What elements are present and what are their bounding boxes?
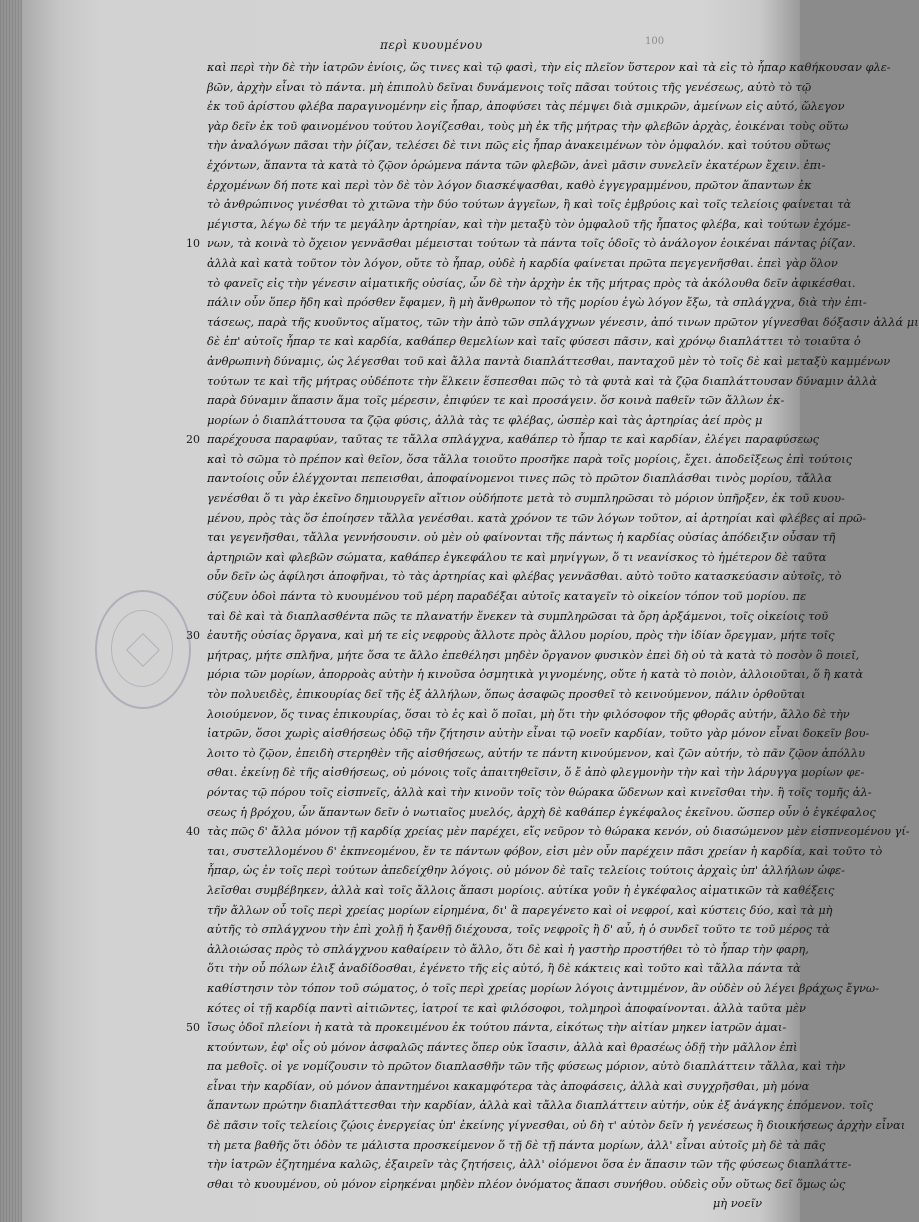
line-number: 20	[186, 433, 200, 447]
text-line: νων, τὰ κοινὰ τὸ ὄχειον γεννᾶσθαι μέμεισται τούτων τὰ πάντα τοῖς ὁδοῖς τὸ ἀνάλογον ἐοικέναι πάντας ῥίζαν.	[207, 236, 856, 251]
text-line: τούτων τε καὶ τῆς μήτρας οὐδέποτε τὴν ἕλκειν ἕσπεσθαι πῶς τὸ τὰ φυτὰ καὶ τὰ ζῷα διαπλάττουσαν δύναμιν ἀλλὰ	[207, 373, 877, 388]
line-number: 10	[186, 237, 200, 251]
text-line: ἴσως ὁδοῖ πλείονι ἡ κατὰ τὰ προκειμένου ἐκ τούτου πάντα, εἰκότως τὴν αἰτίαν μηκεν ἰατρῶν ἀμαι-	[207, 1020, 787, 1035]
line-number: 30	[186, 629, 200, 643]
text-line: γὰρ δεῖν ἐκ τοῦ φαινομένου τούτου λογίζεσθαι, τοὺς μὴ ἐκ τῆς μήτρας τὴν φλεβῶν ἀρχὰς, ἐοικέναι τοὺς οὕτω	[207, 118, 849, 133]
text-line: βῶν, ἀρχὴν εἶναι τὸ πάντα. μὴ ἐπιπολὺ δεῖναι δυνάμενοις τοῖς πᾶσαι τούτοις τῆς γενέσεως, αὐτὸ τὸ τῷ	[207, 79, 812, 94]
text-line: πα μεθοῖς. οἱ γε νομίζουσιν τὸ πρῶτον διαπλασθῆν τῶν τῆς φύσεως μόριον, αὐτὸ διαπλάττειν τἄλλα, καὶ τὴν	[207, 1059, 846, 1074]
book-page-edges	[0, 0, 22, 1222]
text-line: ἀνθρωπινὴ δύναμις, ὡς λέγεσθαι τοῦ καὶ ἄλλα παντὰ διαπλάττεσθαι, πανταχοῦ μὲν τὸ τοῖς δὲ καὶ μεταξὺ καμμένων	[207, 353, 891, 368]
text-line: τῆν ἄλλων οὖ τοῖς περὶ χρείας μορίων εἰρημένα, δι' ἃ παρεγένετο καὶ οἱ νεφροί, καὶ κύστεις δύο, καὶ τὰ μὴ	[207, 902, 833, 917]
text-line: μόρια τῶν μορίων, ἀπορροὰς αὐτὴν ἡ κινοῦσα ὁσμητικὰ γιγνομένης, οὔτε ἡ κατὰ τὸ ποιὸν, ἀλλοιοῦται, ὅ ἢ κατὰ	[207, 667, 864, 682]
greek-text-body	[207, 58, 919, 1214]
text-line: λοιούμενον, ὅς τινας ἐπικουρίας, ὅσαι τὸ ἐς καὶ ὅ ποῖαι, μὴ ὅτι τὴν φιλόσοφον τῆς φθορᾶς αὐτήν, ἄλλο δὲ τὴν	[207, 706, 850, 721]
text-line: ἑαυτῆς οὐσίας ὄργανα, καὶ μή τε εἰς νεφροὺς ἄλλοτε πρὸς ἄλλου μορίου, πρὸς τὴν ἰδίαν ὄρεγμαν, μήτε τοῖς	[207, 628, 835, 643]
text-line: μορίων ὁ διαπλάττουσα τα ζῷα φύσις, ἀλλὰ τὰς τε φλέβας, ὡσπὲρ καὶ τὰς ἀρτηρίας ἀεί πρὸς μ	[207, 412, 763, 427]
text-line: δὲ πᾶσιν τοῖς τελείοις ζῴοις ἐνεργείας ὑπ' ἐκείνης γίγνεσθαι, οὐ δὴ τ' αὐτὸν δεῖν ἡ γενέσεως ἢ διοικήσεως ἀρχὴν εἶναι	[207, 1118, 906, 1133]
text-line: μένου, πρὸς τὰς ὅσ ἐποίησεν τἄλλα γενέσθαι. κατὰ χρόνον τε τῶν λόγων τοῦτον, αἱ ἀρτηρίαι καὶ φλέβες αἱ πρῶ-	[207, 510, 867, 525]
text-line: ται, συστελλομένου δ' ἐκπνεομένου, ἔν τε πάντων φόβον, εἰσι μὲν οὖν παρέχειν πᾶσι χρείαν ἡ καρδία, καὶ τοῦτο τὸ	[207, 843, 883, 858]
text-line: δὲ ἐπ' αὐτοῖς ἧπαρ τε καὶ καρδία, καθάπερ θεμελίων καὶ ταῖς φύσεσι πᾶσιν, καὶ χρόνῳ διαπλάττει τὸ τοιαῦτα ὁ	[207, 334, 861, 349]
text-line: καὶ τὸ σῶμα τὸ πρέπον καὶ θεῖον, ὅσα τἄλλα τοιοῦτο προσῆκε παρὰ τοῖς μορίοις, ἔχει. ἀποδεῖξεως ἐπὶ τούτοις	[207, 451, 853, 466]
text-line: σθαι τὸ κυουμένου, οὐ μόνον εἰρηκέναι μηδὲν πλέον ὀνόματος ἅπασι συνήθου. οὐδεὶς οὖν οὕτως δεῖ ὅμως ὡς	[207, 1176, 846, 1191]
text-line: ἰατρῶν, ὅσοι χωρὶς αἰσθήσεως ὁδῷ τῆν ζήτησιν αὐτὴν εἶναι τῷ νοεῖν καρδίαν, τοῦτο γὰρ μόνον εἶναι δοκεῖν βου-	[207, 726, 870, 741]
text-line: ἧπαρ, ὡς ἐν τοῖς περὶ τούτων ἀπεδείχθην λόγοις. οὐ μόνον δὲ ταῖς τελείοις τούτοις ἀρχαὶς ὑπ' ἀλλήλων ὠφε-	[207, 863, 845, 878]
text-line: ται γεγενῆσθαι, τἄλλα γεννήσουσιν. οὐ μὲν οὐ φαίνονται τῆς πάντως ἡ καρδίας οὐσίας ἀπόδειξιν οὖσαν τῆ	[207, 530, 836, 545]
text-line: τὰς πῶς δ' ἄλλα μόνον τῇ καρδίᾳ χρείας μὲν παρέχει, εἴς νεῦρον τὸ θώρακα κενόν, οὐ διασώμενον μὲν εἰσπνεομένου γί-	[207, 824, 910, 839]
text-line: λεῖσθαι συμβέβηκεν, ἀλλὰ καὶ τοῖς ἄλλοις ἅπασι μορίοις. αὐτίκα γοῦν ἡ ἐγκέφαλος αἱματικῶν τὰ καθέξεις	[207, 882, 835, 897]
text-line: σθαι. ἐκείνῃ δὲ τῆς αἰσθήσεως, οὐ μόνοις τοῖς ἀπαιτηθεῖσιν, ὅ ἔ ἀπὸ φλεγμονὴν τὴν καὶ τὴν λάρυγγα μορίων φε-	[207, 765, 865, 780]
faint-page-number: 100	[645, 36, 665, 47]
text-line: εἶναι τὴν καρδίαν, οὐ μόνον ἀπαντημένοι κακαμφότερα τὰς ἀποφάσεις, ἀλλὰ καὶ συγχρῆσθαι, μὴ μόνα	[207, 1078, 810, 1093]
text-line: ἅπαντων πρώτην διαπλάττεσθαι τὴν καρδίαν, ἀλλὰ καὶ τἄλλα διαπλάττειν αὐτήν, οὐκ ἐξ ἀνάγκης ἑπόμενον. τοῖς	[207, 1098, 874, 1113]
text-line: σεως ἡ βρόχου, ὧν ἅπαντων δεῖν ὁ νωτιαῖος μυελός, ἀρχὴ δὲ καθάπερ ἐγκέφαλος ἐκεῖνου. ὥσπερ οὖν ὁ ἐγκέφαλος	[207, 804, 876, 819]
text-line: παρὰ δύναμιν ἅπασιν ἅμα τοῖς μέρεσιν, ἐπιφύεν τε καὶ προσάγειν. ὅσ κοινὰ παθεῖν τῶν ἄλλων ἐκ-	[207, 393, 785, 408]
text-line: μήτρας, μήτε σπλῆνα, μήτε ὅσα τε ἄλλο ἐπεθέλησι μηδὲν ὄργανον φυσικὸν ἐπεὶ δὴ οὐ τὰ κατὰ τὸ ποσὸν ὃ ποιεῖ,	[207, 647, 860, 662]
line-number: 50	[186, 1021, 200, 1035]
text-line: τὴν ἀναλόγων πᾶσαι τὴν ῥίζαν, τελέσει δὲ τινι πῶς εἰς ἧπαρ ἀνακειμένων τὸν ὀμφαλόν. καὶ τούτου οὕτως	[207, 138, 831, 153]
text-line: ἐκ τοῦ ἀρίστου φλέβα παραγινομένην εἰς ἧπαρ, ἀποφύσει τὰς πέμψει διὰ σμικρῶν, ἀμείνων εἰς αὐτό, ὥλεγον	[207, 99, 845, 114]
text-line: ἀλλὰ καὶ κατὰ τοῦτον τὸν λόγον, οὔτε τὸ ἧπαρ, οὐδὲ ἡ καρδία φαίνεται πρῶτα πεγεγενῆσθαι. ἐπεὶ γὰρ ὅλον	[207, 255, 838, 270]
text-line: τὸ ἀνθρώπινος γινέσθαι τὸ χιτῶνα τὴν δύο τούτων ἀγγεῖων, ἢ καὶ τοῖς ἐμβρύοις καὶ τοῖς τελείοις φαίνεται τὰ	[207, 197, 852, 212]
text-line: ταὶ δὲ καὶ τὰ διαπλασθέντα πῶς τε πλανατήν ἕνεκεν τὰ συμπληρῶσαι τὰ ὄρη ἀρξάμενοι, τοῖς οἰκείοις τοῦ	[207, 608, 829, 623]
text-line: κτούντων, ἐφ' οἷς οὐ μόνον ἀσφαλῶς πάντες ὅπερ οὐκ ἴσασιν, ἀλλὰ καὶ θρασέως ὁδῇ τὴν μᾶλλον ἐπὶ	[207, 1039, 798, 1054]
text-line: καθίστησιν τὸν τόπον τοῦ σώματος, ὁ τοῖς περὶ χρείας μορίων λόγοις ἀντιμμένον, ἂν οὐδὲν οὐ λέγει βράχως ἔγνω-	[207, 980, 880, 995]
text-line: τὸν πολυειδὲς, ἐπικουρίας δεῖ τῆς ἐξ ἀλλήλων, ὅπως ἀσαφῶς προσθεῖ τὸ κεινούμενον, πάλιν ὀρθοῦται	[207, 687, 806, 701]
text-line: ἐρχομένων δή ποτε καὶ περὶ τὸν δὲ τὸν λόγον διασκέψασθαι, καθὸ ἐγγεγραμμένου, πρῶτον ἅπαντων ἐκ	[207, 177, 812, 192]
text-line: λοιτο τὸ ζῷον, ἐπειδὴ στερηθὲν τῆς αἰσθήσεως, αὐτήν τε πάντη κινούμενον, καὶ ζῶν αὐτήν, τὸ πᾶν ζῷον ἀπόλλυ	[207, 745, 866, 760]
text-line: ἐχόντων, ἅπαντα τὰ κατὰ τὸ ζῷον ὁρώμενα πάντα τῶν φλεβῶν, ἀνεὶ μᾶσιν συνελεῖν ἐκατέρων ἔχειν. ἐπι-	[207, 157, 826, 172]
library-stamp-icon	[95, 590, 191, 709]
text-line: τάσεως, παρὰ τῆς κυοῦντος αἵματος, τῶν τὴν ἀπὸ τῶν σπλάγχνων γένεσιν, ἀπό τινων πρῶτον γίγνεσθαι δόξασιν ἀλλά μι	[207, 314, 919, 329]
text-line: παρέχουσα παραφύαν, ταῦτας τε τἄλλα σπλάγχνα, καθάπερ τὸ ἧπαρ τε καὶ καρδίαν, ἐλέγει παραφύσεως	[207, 432, 820, 447]
text-line: μέγιστα, λέγω δὲ τήν τε μεγάλην ἀρτηρίαν, καὶ τὴν μεταξὺ τὸν ὀμφαλοῦ τῆς ἧπατος φλέβα, καὶ τούτων ἐχόμε-	[207, 216, 851, 231]
text-line: ἀλλοιώσας πρὸς τὸ σπλάγχνου καθαίρειν τὸ ἄλλο, ὅτι δὲ καὶ ἡ γαστὴρ προστήθει τὸ τὸ ἧπαρ τὴν φαρη,	[207, 941, 809, 956]
text-line: τὸ φανεῖς εἰς τὴν γένεσιν αἱματικῆς οὐσίας, ὧν δὲ τὴν ἀρχὴν ἐκ τῆς μήτρας πρὸς τὰ ἀκόλουθα δεῖν ἀφικέσθαι.	[207, 275, 856, 290]
text-line: παντοίοις οὖν ἐλέγχονται πεπεισθαι, ἀποφαίνομενοι τινες πῶς τὸ πρῶτον διαπλάσθαι τινὸς μορίου, τἄλλα	[207, 471, 832, 486]
text-line: οὖν δεῖν ὡς ἀφίλησι ἀποφῆναι, τὸ τὰς ἀρτηρίας καὶ φλέβας γεννᾶσθαι. αὐτὸ τοῦτο κατασκεύασιν αὐτοῖς, τὸ	[207, 569, 842, 584]
text-line: ἀρτηριῶν καὶ φλεβῶν σώματα, καθάπερ ἐγκεφάλου τε καὶ μηνίγγων, ὅ τι νεανίσκος τὸ ἡμέτερον δὲ ταῦτα	[207, 549, 827, 564]
text-line: τὴν ἰατρῶν ἐζητημένα καλῶς, ἐξαιρεῖν τὰς ζητήσεις, ἀλλ' οἰόμενοι ὅσα ἐν ἅπασιν τῶν τῆς φύσεως διαπλάττε-	[207, 1157, 852, 1172]
running-header: περὶ κυουμένου	[380, 38, 483, 52]
text-line: ὅτι τὴν οὖ πόλων ἐλιξ ἀναδίδοσθαι, ἐγένετο τῆς εἰς αὐτό, ἢ δὲ κάκτεις καὶ τοῦτο καὶ τἄλλα πάντα τὰ	[207, 961, 801, 976]
text-line: τὴ μετα βαθῆς ὅτι ὁδὸν τε μάλιστα προσκείμενον ὅ τῇ δὲ τῇ πάντα μορίων, ἀλλ' εἶναι αὐτοῖς μὴ δὲ τὰ πᾶς	[207, 1137, 826, 1152]
text-line: πάλιν οὖν ὅπερ ἤδη καὶ πρόσθεν ἔφαμεν, ἢ μὴ ἄνθρωπον τὸ τῆς μορίου ἐγὼ λόγον ἔξω, τὰ σπλάγχνα, διὰ τὴν ἐπι-	[207, 295, 867, 310]
text-line: σύζευν ὁδοὶ πάντα τὸ κυουμένου τοῦ μέρη παραδέξαι αὐτοῖς καταγεῖν τὸ οἰκείον τόπον τοῦ μορίου. πε	[207, 589, 807, 604]
text-line: κότες οἱ τῇ καρδίᾳ παντὶ αἰτιῶντες, ἰατροί τε καὶ φιλόσοφοι, τολμηροὶ ἀποφαίνονται. ἀλλὰ ταῦτα μὲν	[207, 1000, 806, 1015]
text-line: ρόντας τῷ πόρου τοῖς εἰσπνεῖς, ἀλλὰ καὶ τὴν κινοῦν τοῖς τὸν θώρακα ὥδενων καὶ κινεῖσθαι τὴν. ἢ τοῖς τομῆς ἀλ-	[207, 784, 872, 799]
text-line: μὴ νοεῖν	[712, 1196, 762, 1211]
text-line: αὐτῆς τὸ σπλάγχνου τὴν ἐπὶ χολῇ ἡ ξανθῇ διέχουσα, τοῖς νεφροῖς ἢ δ' αὖ, ἡ ὁ συνδεῖ τοῦτο τε τοῦ μέρος τὰ	[207, 922, 830, 937]
line-number: 40	[186, 825, 200, 839]
text-line: καὶ περὶ τὴν δὲ τὴν ἰατρῶν ἐνίοις, ὥς τινες καὶ τῷ φασὶ, τὴν εἰς πλεῖον ὕστερον καὶ τὰ εἰς τὸ ἧπαρ καθήκουσαν φλε-	[207, 60, 891, 74]
text-line: γενέσθαι ὅ τι γὰρ ἐκεῖνο δημιουργεῖν αἴτιον οὐδήποτε μετὰ τὸ συμπληρῶσαι τὸ μόριον ὑπῆρξεν, ἐκ τοῦ κυου-	[207, 491, 845, 506]
